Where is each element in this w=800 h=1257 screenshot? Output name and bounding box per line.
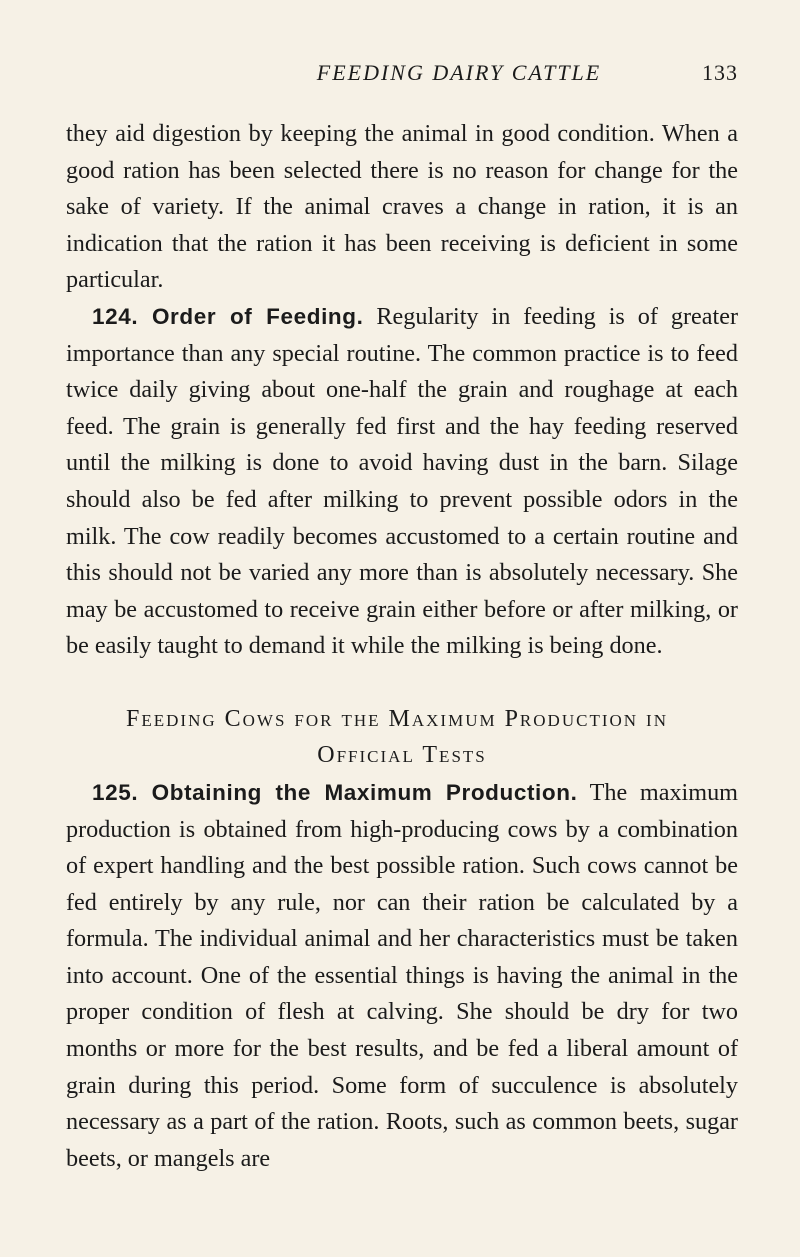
paragraph-body-124: Regularity in feeding is of greater importance than any special routine. The common practice is to feed twice daily giving about one-half the grain and roughage at each feed. The grain is generally fed first and the hay feeding reserved until the milking is done to avoid having dust in the barn. Silage should also be fed after milking to prevent possible odors in the milk. The cow readily becomes accustomed to a certain routine and this should not be varied any more than is absolutely necessary. She may be accustomed to receive grain either before or after milking, or be easily taught to demand it while the milking is being done.: [66, 302, 739, 660]
section-heading: [66, 701, 738, 773]
paragraph-heading-124: 124. Order of Feeding.: [92, 303, 364, 329]
paragraph-heading-125: 125. Obtaining the Maximum Production.: [92, 779, 578, 805]
section-heading-line-1: Feeding Cows for the Maximum Production in: [126, 705, 668, 732]
section-heading-line-2: Official Tests: [317, 741, 487, 768]
page-header: [66, 60, 738, 86]
paragraph-order-of-feeding: [66, 299, 738, 665]
page-number: 133: [702, 60, 738, 85]
paragraph-maximum-production: [66, 775, 738, 1178]
paragraph-continued: they aid digestion by keeping the animal in good condition. When a good ration has been selected there is no reason for change for the sake of variety. If the animal craves a change in ration, it is an indication that the ration it has been receiving is deficient in some particular.: [66, 120, 738, 294]
paragraph-body-125: The maximum production is obtained from high-producing cows by a combination of expert handling and the best possible ration. Such cows cannot be fed entirely by any rule, nor can their ration be calculated by a formula. The individual animal and her characteristics must be taken into account. One of the essential things is having the animal in the proper condition of flesh at calving. She should be dry for two months or more for the best results, and be fed a liberal amount of grain during this period. Some form of succulence is absolutely necessary as a part of the ration. Roots, such as common beets, sugar beets, or mangels are: [66, 778, 738, 1172]
bottom-margin: [66, 1177, 738, 1187]
running-title: FEEDING DAIRY CATTLE: [316, 60, 602, 85]
